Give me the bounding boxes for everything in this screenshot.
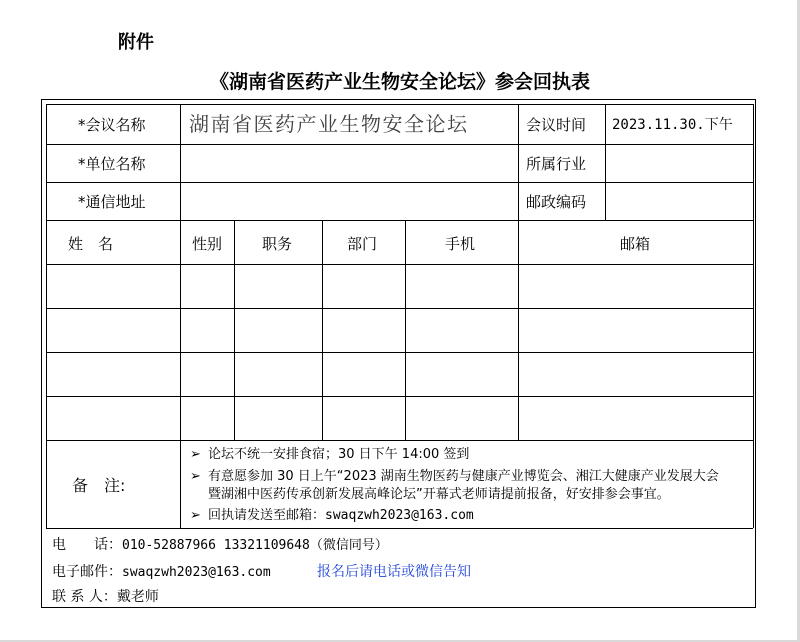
row-divider — [46, 308, 753, 309]
attachment-label: 附件 — [118, 32, 154, 53]
remark-email: swaqzwh2023@163.com — [325, 508, 474, 523]
form-table — [41, 99, 756, 608]
column-divider — [405, 220, 406, 440]
column-divider — [180, 104, 181, 528]
meeting-time-label: 会议时间 — [526, 116, 587, 134]
email-label: 电子邮件： — [52, 564, 122, 580]
column-divider — [322, 220, 323, 440]
meeting-name-value: 湖南省医药产业生物安全论坛 — [189, 112, 469, 136]
row-divider — [46, 220, 753, 221]
phone-value: 010-52887966 13321109648（微信同号） — [122, 538, 388, 553]
email-line — [52, 562, 271, 583]
industry-label: 所属行业 — [526, 155, 587, 173]
phone-line — [52, 535, 388, 556]
row-divider — [46, 352, 753, 353]
meeting-name-label: *会议名称 — [78, 116, 146, 134]
row-divider — [46, 264, 753, 265]
contact-person-label: 联 系 人： — [52, 589, 117, 605]
contact-email-value: swaqzwh2023@163.com — [122, 565, 271, 580]
table-inner-top-border — [46, 104, 753, 105]
remark-item-1: 论坛不统一安排食宿；30 日下午 14:00 签到 — [208, 447, 470, 462]
signup-note: 报名后请电话或微信告知 — [317, 564, 471, 580]
remark-item-2-line-1: 有意愿参加 30 日上午“2023 湖南生物医药与健康产业博览会、湘江大健康产业发展大会 — [208, 469, 719, 484]
remark-bullet-icon: ➢ — [190, 469, 201, 484]
contact-person-value: 戴老师 — [116, 589, 159, 605]
header-mobile: 手机 — [445, 235, 476, 253]
remark-bullet-icon: ➢ — [190, 508, 201, 523]
row-divider — [46, 440, 753, 441]
header-email: 邮箱 — [620, 235, 651, 253]
address-label: *通信地址 — [78, 193, 146, 211]
remark-item-3-prefix: 回执请发送至邮箱： — [208, 508, 326, 523]
row-divider — [46, 396, 753, 397]
remark-bullet-icon: ➢ — [190, 447, 201, 462]
postcode-label: 邮政编码 — [526, 193, 587, 211]
unit-name-label: *单位名称 — [78, 155, 146, 173]
row-divider — [46, 528, 753, 529]
contact-person-line — [52, 587, 159, 607]
header-name: 姓 名 — [68, 235, 114, 253]
column-divider — [605, 104, 606, 220]
remarks-label: 备 注: — [72, 476, 126, 495]
meeting-time-value: 2023.11.30.下午 — [612, 117, 733, 133]
remark-item-3 — [208, 507, 474, 525]
header-department: 部门 — [347, 235, 378, 253]
column-divider — [518, 220, 519, 440]
column-divider — [518, 104, 519, 220]
column-divider — [753, 104, 754, 528]
header-position: 职务 — [262, 235, 293, 253]
phone-label: 电 话： — [52, 537, 122, 553]
row-divider — [46, 182, 753, 183]
remark-item-2-line-2: 暨湖湘中医药传承创新发展高峰论坛”开幕式老师请提前报备，好安排参会事宜。 — [208, 487, 670, 502]
form-title: 《湖南省医药产业生物安全论坛》参会回执表 — [209, 71, 590, 93]
column-divider — [234, 220, 235, 440]
header-gender: 性别 — [192, 235, 223, 253]
column-divider — [46, 104, 47, 528]
row-divider — [46, 144, 753, 145]
